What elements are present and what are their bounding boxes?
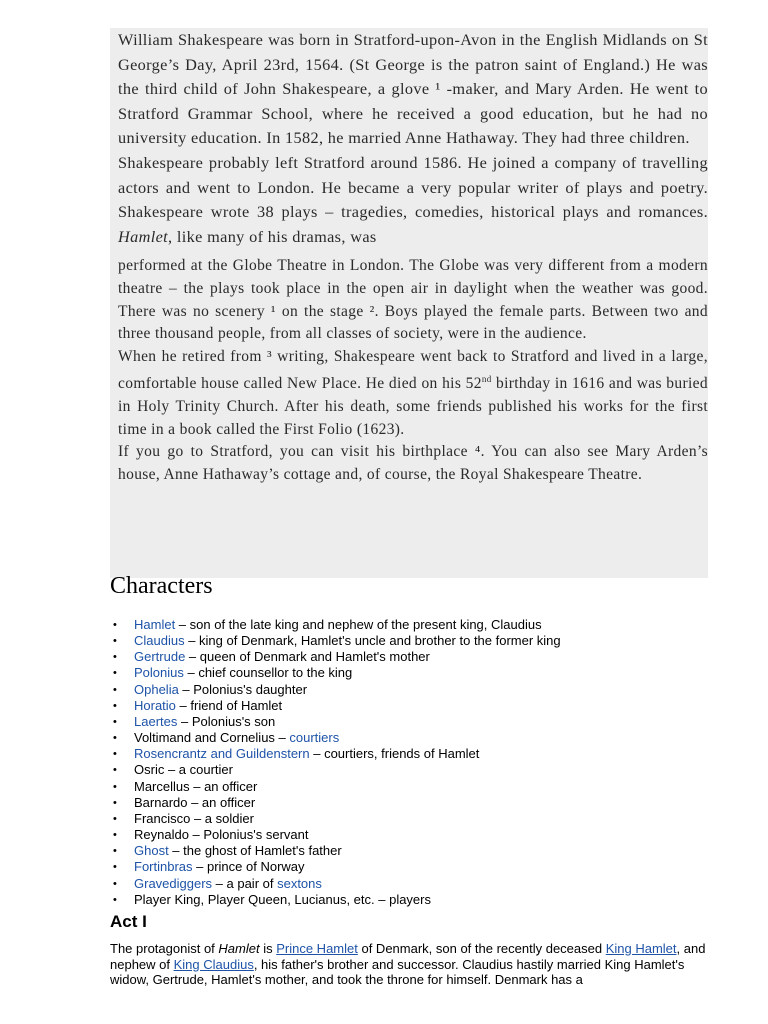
- character-list-item: [110, 859, 561, 875]
- character-description: – chief counsellor to the king: [183, 665, 353, 681]
- character-description: Voltimand and Cornelius –: [134, 730, 290, 746]
- character-description: – Polonius's son: [177, 713, 276, 729]
- scanned-text-image: [110, 28, 708, 578]
- character-list-item: [110, 665, 561, 681]
- character-description: Francisco – a soldier: [134, 810, 254, 826]
- scan-paragraph-retirement: [118, 346, 708, 442]
- scan-career-end: , like many of his dramas, was: [168, 226, 377, 246]
- character-list-item: [110, 649, 561, 665]
- character-list-item: [110, 795, 561, 811]
- plot-text: , his father's brother and successor. Claudius hastily married King Hamlet's widow, Gertrude, Hamlet's mother, and took the throne for himself. Denmark has a: [110, 956, 685, 988]
- character-link[interactable]: Rosencrantz and Guildenstern: [134, 746, 310, 762]
- plot-text: of Denmark, son of the recently deceased: [357, 941, 606, 956]
- scan-paragraph-globe: performed at the Globe Theatre in London. The Globe was very different from a modern theatre – the plays took place in the open air in daylight when the weather was good. There was no scenery ¹ on the stage ². Boys played the female parts. Between two and three thousand people, from all classes of society, were in the audience.: [118, 257, 708, 343]
- character-description: – a pair of: [212, 875, 278, 891]
- character-list-item: [110, 682, 561, 698]
- character-description: – courtiers, friends of Hamlet: [309, 746, 480, 762]
- character-description: – Polonius's daughter: [178, 681, 308, 697]
- character-link[interactable]: Gravediggers: [134, 875, 213, 891]
- character-description: – the ghost of Hamlet's father: [168, 843, 342, 859]
- scan-ordinal-suffix: nd: [481, 374, 492, 385]
- scan-paragraph-birth: William Shakespeare was born in Stratford-upon-Avon in the English Midlands on St George’s Day, April 23rd, 1564. (St George is the patron saint of England.) He was the third child of John Shakespeare, a glove ¹ -maker, and Mary Arden. He went to Stratford Grammar School, where he received a good education, but he had no university education. In 1582, he married Anne Hathaway. They had three children.: [118, 30, 708, 148]
- character-link[interactable]: Ophelia: [134, 681, 179, 697]
- character-list-item: [110, 730, 561, 746]
- character-description: Barnardo – an officer: [134, 794, 256, 810]
- character-link[interactable]: Claudius: [134, 633, 185, 649]
- role-link[interactable]: sextons: [277, 875, 322, 891]
- king-hamlet-link[interactable]: King Hamlet: [605, 941, 677, 956]
- character-list-item: [110, 892, 561, 908]
- scan-hamlet-title: Hamlet: [118, 226, 169, 246]
- character-list-item: [110, 779, 561, 795]
- plot-text: is: [259, 941, 277, 956]
- character-link[interactable]: Ghost: [134, 843, 169, 859]
- scan-retirement-end: birthday in 1616 and was buried in Holy Trinity Church. After his death, some friends published his works for the first time in a book called the First Folio (1623).: [118, 375, 708, 438]
- prince-hamlet-link[interactable]: Prince Hamlet: [276, 941, 358, 956]
- role-link[interactable]: courtiers: [289, 730, 340, 746]
- character-description: Reynaldo – Polonius's servant: [134, 827, 309, 843]
- scan-retirement-text: When he retired from ³ writing, Shakespeare went back to Stratford and lived in a large, comfortable house called New Place. He died on his 52: [118, 347, 708, 393]
- character-description: – king of Denmark, Hamlet's uncle and brother to the former king: [184, 633, 561, 649]
- scan-paragraph-career: [118, 151, 708, 249]
- character-description: Marcellus – an officer: [134, 778, 258, 794]
- character-list-item: [110, 633, 561, 649]
- character-list-item: [110, 746, 561, 762]
- character-list-item: [110, 714, 561, 730]
- character-description: – queen of Denmark and Hamlet's mother: [185, 649, 430, 665]
- characters-heading: Characters: [110, 573, 213, 599]
- character-link[interactable]: Fortinbras: [134, 859, 193, 875]
- character-link[interactable]: Horatio: [134, 697, 176, 713]
- act-one-paragraph: [110, 941, 710, 988]
- plot-hamlet-title: Hamlet: [218, 941, 260, 956]
- king-claudius-link[interactable]: King Claudius: [173, 956, 254, 972]
- character-list-item: [110, 698, 561, 714]
- characters-list: [110, 617, 561, 908]
- character-description: Player King, Player Queen, Lucianus, etc. – players: [134, 891, 431, 907]
- character-list-item: [110, 617, 561, 633]
- character-link[interactable]: Hamlet: [134, 617, 176, 632]
- scan-paragraph-visit: If you go to Stratford, you can visit his birthplace ⁴. You can also see Mary Arden’s house, Anne Hathaway’s cottage and, of course, the Royal Shakespeare Theatre.: [118, 443, 708, 483]
- character-description: – friend of Hamlet: [175, 697, 283, 713]
- character-description: – son of the late king and nephew of the present king, Claudius: [175, 617, 542, 632]
- character-link[interactable]: Gertrude: [134, 649, 186, 665]
- character-list-item: [110, 827, 561, 843]
- plot-text: The protagonist of: [110, 941, 219, 956]
- character-link[interactable]: Polonius: [134, 665, 184, 681]
- act-one-heading: Act I: [110, 912, 147, 931]
- character-list-item: [110, 762, 561, 778]
- plot-text: , and nephew of: [110, 941, 706, 972]
- character-list-item: [110, 811, 561, 827]
- character-description: – prince of Norway: [192, 859, 305, 875]
- character-list-item: [110, 843, 561, 859]
- character-description: Osric – a courtier: [134, 762, 233, 778]
- character-list-item: [110, 876, 561, 892]
- scan-career-text: Shakespeare probably left Stratford around 1586. He joined a company of travelling actors and went to London. He became a very popular writer of plays and poetry. Shakespeare wrote 38 plays – tragedies, comedies, historical plays and romances.: [118, 152, 708, 222]
- character-link[interactable]: Laertes: [134, 713, 178, 729]
